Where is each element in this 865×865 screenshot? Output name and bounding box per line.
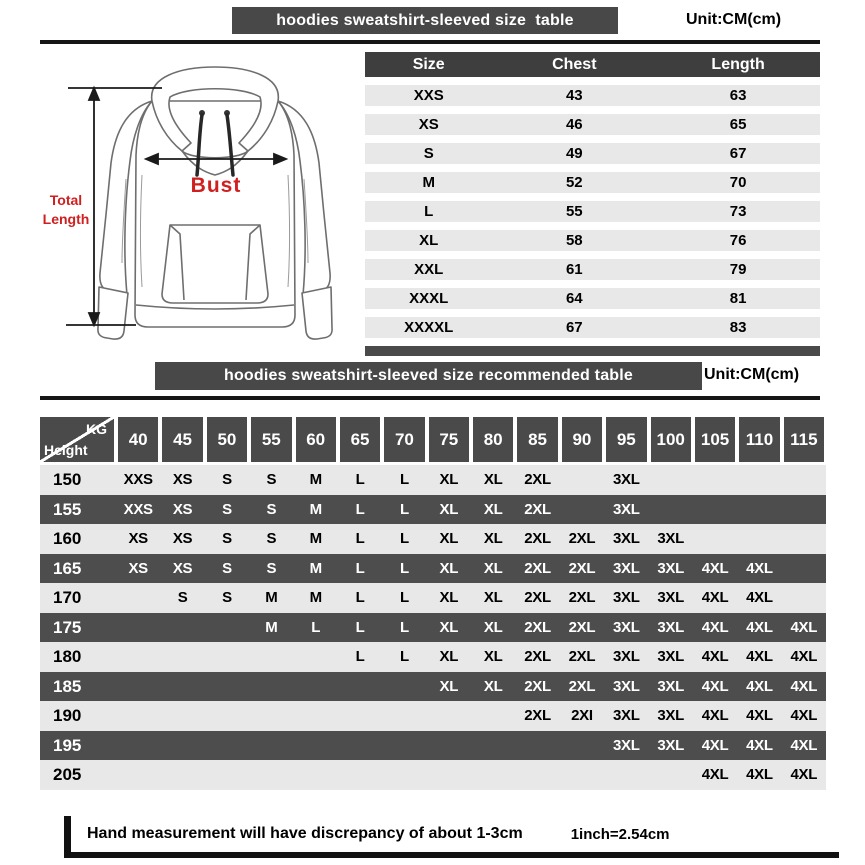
size-cell: S (222, 589, 232, 607)
size-cell: 4XL (701, 589, 729, 607)
size-cell: L (355, 500, 365, 518)
size-cell: 2XL (524, 648, 551, 666)
size-table-cell: 76 (729, 232, 747, 249)
size-cell: L (355, 589, 365, 607)
weight-header-cell: 85 (517, 417, 557, 462)
size-cell: XS (172, 530, 193, 548)
size-table-row (365, 172, 820, 193)
size-cell: XL (439, 530, 459, 548)
size-cell: 4XL (790, 707, 818, 725)
hoodie-line-art (98, 67, 332, 339)
size-cell: L (400, 589, 409, 607)
size-table-header-row (365, 52, 820, 77)
size-table-cell: XXL (414, 261, 444, 278)
size-cell: 4XL (701, 618, 729, 636)
kg-axis-label: KG (86, 421, 107, 437)
matrix-header-row (40, 417, 826, 462)
size-cell: XXS (123, 471, 153, 489)
size-cell: 4XL (790, 736, 818, 754)
size-table-cell: XL (419, 232, 439, 249)
size-recommendation-matrix (40, 417, 826, 790)
size-table-cell: XXS (413, 87, 444, 104)
height-cell: 195 (53, 735, 82, 755)
bust-label: Bust (190, 174, 242, 197)
size-cell: M (265, 618, 278, 636)
size-cell: XS (128, 559, 148, 577)
size-cell: 3XL (657, 618, 684, 636)
size-table-cell: 63 (729, 87, 747, 104)
size-cell: 3XL (613, 648, 640, 666)
size-cell: XL (483, 589, 503, 607)
size-cell: 4XL (746, 766, 773, 784)
matrix-body (40, 465, 826, 790)
size-table-cell: 55 (565, 203, 583, 220)
size-cell: M (309, 471, 322, 489)
size-table-cell: 65 (729, 116, 747, 133)
size-cell: 2XL (568, 618, 596, 636)
weight-header-cell: 100 (651, 417, 691, 462)
size-cell: XL (439, 559, 459, 577)
size-cell: L (355, 648, 365, 666)
matrix-row (40, 495, 826, 525)
size-table (365, 52, 820, 356)
size-cell: 3XL (613, 471, 640, 489)
height-cell: 175 (53, 617, 82, 637)
size-cell: 3XL (613, 530, 640, 548)
unit-label: Unit:CM(cm) (686, 11, 782, 28)
size-cell: XL (483, 530, 503, 548)
matrix-row (40, 731, 826, 761)
size-table-cell: 61 (565, 261, 583, 278)
size-cell: S (266, 559, 277, 577)
height-cell: 170 (53, 588, 82, 608)
height-cell: 155 (53, 499, 82, 519)
size-table-cell: 52 (565, 174, 583, 191)
size-cell: 2XL (568, 589, 596, 607)
size-cell: 2XL (568, 559, 596, 577)
size-table-cell: 43 (565, 87, 583, 104)
size-cell: XL (439, 500, 459, 518)
size-table-title: hoodies sweatshirt-sleeved size table (232, 7, 618, 34)
size-cell: 3XL (657, 559, 684, 577)
size-cell: XL (439, 648, 459, 666)
matrix-row (40, 524, 826, 554)
size-table-cell: S (423, 145, 434, 162)
size-table-row (365, 230, 820, 251)
size-cell: XL (483, 648, 503, 666)
matrix-row (40, 583, 826, 613)
size-cell: XS (172, 559, 193, 577)
total-length-label-line2: Length (42, 211, 90, 227)
size-cell: 3XL (613, 500, 640, 518)
size-table-cell: XS (418, 116, 439, 133)
size-cell: 2XL (524, 677, 551, 695)
matrix-row (40, 672, 826, 702)
size-cell: 4XL (701, 736, 729, 754)
size-cell: 2XI (571, 707, 593, 725)
matrix-row (40, 701, 826, 731)
size-table-cell: 70 (729, 174, 747, 191)
size-cell: 3XL (613, 589, 640, 607)
size-table-cell: XXXXL (404, 319, 454, 336)
size-cell: 2XL (524, 559, 551, 577)
size-cell: 3XL (613, 736, 640, 754)
size-cell: 4XL (746, 707, 773, 725)
size-cell: 4XL (701, 766, 729, 784)
size-cell: 4XL (746, 618, 773, 636)
size-cell: 4XL (746, 677, 773, 695)
weight-header-cell: 60 (296, 417, 336, 462)
size-cell: 2XL (524, 618, 551, 636)
size-cell: S (177, 589, 188, 607)
size-cell: L (355, 471, 365, 489)
weight-header-cell: 90 (562, 417, 602, 462)
size-table-cell: XXXL (409, 290, 449, 307)
weight-header-cell: 75 (429, 417, 469, 462)
matrix-row (40, 760, 826, 790)
size-cell: XS (172, 500, 193, 518)
footer-note (64, 816, 839, 858)
size-cell: 3XL (613, 707, 640, 725)
matrix-row (40, 465, 826, 495)
size-cell: 4XL (701, 648, 729, 666)
hoodie-measurement-diagram (30, 55, 365, 347)
size-cell: M (309, 559, 322, 577)
size-cell: L (400, 500, 409, 518)
height-cell: 205 (53, 765, 82, 785)
size-table-row (365, 201, 820, 222)
size-table-row (365, 85, 820, 106)
height-cell: 160 (53, 529, 82, 549)
size-table-cell: 46 (565, 116, 583, 133)
height-axis-label: Height (44, 442, 88, 458)
size-cell: M (309, 530, 322, 548)
size-cell: 4XL (790, 618, 818, 636)
size-table-cell: 49 (565, 145, 583, 162)
size-cell: S (266, 500, 277, 518)
size-cell: 4XL (746, 648, 773, 666)
size-table-cell: 83 (729, 319, 747, 336)
size-cell: M (309, 589, 322, 607)
size-cell: L (400, 471, 409, 489)
size-cell: L (400, 618, 409, 636)
size-cell: L (355, 559, 365, 577)
matrix-corner-cell (40, 417, 114, 462)
size-cell: 2XL (524, 589, 551, 607)
size-table-cell: 67 (565, 319, 583, 336)
total-length-label-line1: Total (49, 192, 83, 208)
measurement-discrepancy-note: Hand measurement will have discrepancy of about 1-3cm (87, 825, 523, 842)
unit-label: Unit:CM(cm) (704, 366, 800, 383)
recommended-table-title: hoodies sweatshirt-sleeved size recommended table (155, 362, 702, 390)
size-table-row (365, 288, 820, 309)
size-cell: XL (439, 471, 459, 489)
height-cell: 190 (53, 706, 82, 726)
height-cell: 165 (53, 558, 82, 578)
size-cell: L (311, 618, 321, 636)
size-cell: XS (172, 471, 193, 489)
size-cell: S (266, 471, 277, 489)
size-cell: 4XL (701, 707, 729, 725)
divider-line (40, 40, 820, 44)
size-cell: 3XL (657, 677, 684, 695)
matrix-row (40, 613, 826, 643)
weight-header-cell: 80 (473, 417, 513, 462)
size-cell: 4XL (790, 677, 818, 695)
size-cell: M (309, 500, 322, 518)
size-table-header-cell: Size (412, 55, 445, 73)
size-cell: XL (483, 677, 503, 695)
size-cell: XL (439, 677, 459, 695)
size-cell: S (222, 559, 232, 577)
size-cell: S (266, 530, 277, 548)
weight-header-cell: 110 (739, 417, 779, 462)
size-cell: M (265, 589, 278, 607)
size-cell: 2XL (524, 471, 551, 489)
size-cell: XS (128, 530, 148, 548)
height-cell: 185 (53, 676, 82, 696)
size-table-cell: 81 (729, 290, 747, 307)
size-cell: XL (483, 500, 503, 518)
size-table-cell: 73 (729, 203, 747, 220)
size-cell: 2XL (524, 530, 551, 548)
weight-header-cell: 105 (695, 417, 735, 462)
matrix-row (40, 642, 826, 672)
size-cell: 2XL (568, 648, 596, 666)
size-table-cell: M (422, 174, 435, 191)
size-cell: 2XL (524, 707, 551, 725)
size-cell: XL (483, 618, 503, 636)
size-table-cell: 58 (565, 232, 583, 249)
size-cell: XXS (123, 500, 153, 518)
size-cell: XL (439, 589, 459, 607)
height-cell: 180 (53, 647, 82, 667)
size-table-row (365, 143, 820, 164)
size-cell: 4XL (746, 736, 773, 754)
size-cell: S (222, 500, 232, 518)
size-cell: L (355, 618, 365, 636)
size-table-cell: 64 (565, 290, 583, 307)
size-cell: XL (483, 559, 503, 577)
size-cell: 2XL (524, 500, 551, 518)
size-cell: L (400, 530, 409, 548)
size-cell: 4XL (746, 589, 773, 607)
size-cell: 3XL (613, 559, 640, 577)
size-cell: 3XL (613, 618, 640, 636)
size-cell: 4XL (701, 677, 729, 695)
size-cell: L (400, 648, 409, 666)
size-cell: 3XL (657, 707, 684, 725)
size-cell: 2XL (568, 677, 596, 695)
size-table-cell: 67 (729, 145, 747, 162)
size-table-header-cell: Length (711, 55, 765, 73)
weight-header-cell: 70 (384, 417, 424, 462)
size-cell: S (222, 530, 232, 548)
weight-header-cell: 45 (162, 417, 202, 462)
size-table-bottom-bar (365, 346, 820, 356)
divider-line (40, 396, 820, 400)
weight-header-cell: 95 (606, 417, 646, 462)
size-table-cell: L (424, 203, 434, 220)
size-table-row (365, 259, 820, 280)
size-cell: 3XL (613, 677, 640, 695)
size-cell: XL (439, 618, 459, 636)
height-cell: 150 (53, 470, 82, 490)
size-cell: 4XL (746, 559, 773, 577)
weight-header-cell: 115 (784, 417, 824, 462)
size-table-body (365, 85, 820, 338)
size-cell: L (400, 559, 409, 577)
size-cell: 3XL (657, 589, 684, 607)
matrix-row (40, 554, 826, 584)
size-cell: 4XL (701, 559, 729, 577)
size-cell: 3XL (657, 648, 684, 666)
size-table-row (365, 317, 820, 338)
size-cell: 4XL (790, 766, 818, 784)
size-table-cell: 79 (729, 261, 747, 278)
size-cell: 4XL (790, 648, 818, 666)
size-cell: XL (483, 471, 503, 489)
weight-header-cell: 50 (207, 417, 247, 462)
weight-header-cell: 55 (251, 417, 291, 462)
size-table-header-cell: Chest (552, 55, 597, 73)
size-cell: 2XL (568, 530, 596, 548)
size-cell: 3XL (657, 736, 684, 754)
weight-header-cell: 65 (340, 417, 380, 462)
weight-header-cell: 40 (118, 417, 158, 462)
size-cell: S (222, 471, 232, 489)
inch-conversion-note: 1inch=2.54cm (570, 825, 670, 843)
size-table-row (365, 114, 820, 135)
size-cell: L (355, 530, 365, 548)
size-cell: 3XL (657, 530, 684, 548)
